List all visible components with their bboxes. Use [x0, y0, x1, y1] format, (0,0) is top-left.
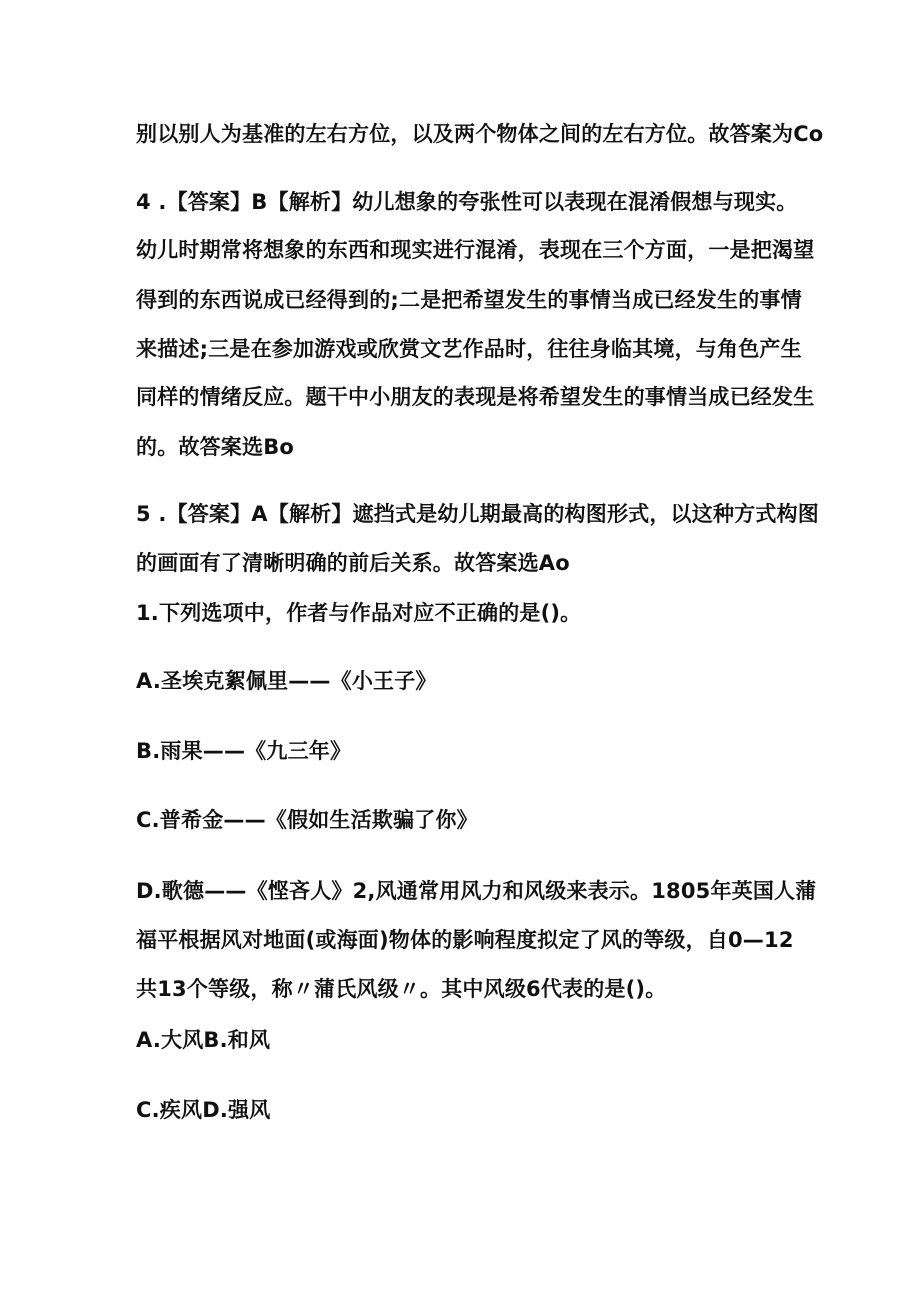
question-2-options-ab: A.大风B.和风	[136, 1028, 271, 1052]
answer-5-line-1: 5 .【答案】A【解析】遮挡式是幼儿期最高的构图形式，以这种方式构图	[136, 502, 819, 526]
answer-4-line-1: 4 .【答案】B【解析】幼儿想象的夸张性可以表现在混淆假想与现实。	[136, 190, 798, 214]
text-line-1: 别以别人为基准的左右方位，以及两个物体之间的左右方位。故答案为Co	[136, 122, 824, 146]
answer-4-line-6: 的。故答案选Bo	[136, 435, 295, 459]
question-1-option-c: C.普希金——《假如生活欺骗了你》	[136, 808, 478, 832]
question-1: 1.下列选项中，作者与作品对应不正确的是()。	[136, 601, 582, 625]
question-1-option-d-and-question-2: D.歌德——《悭吝人》2,风通常用风力和风级来表示。1805年英国人蒲	[136, 879, 817, 903]
question-1-option-a: A.圣埃克絮佩里——《小王子》	[136, 669, 437, 693]
answer-4-line-2: 幼儿时期常将想象的东西和现实进行混淆，表现在三个方面，一是把渴望	[136, 238, 815, 262]
answer-4-line-5: 同样的情绪反应。题干中小朋友的表现是将希望发生的事情当成已经发生	[136, 385, 815, 409]
question-2-line-2: 福平根据风对地面(或海面)物体的影响程度拟定了风的等级，自0—12	[136, 928, 794, 952]
answer-4-line-4: 来描述;三是在参加游戏或欣赏文艺作品时，往往身临其境，与角色产生	[136, 337, 802, 361]
question-2-line-3: 共13个等级，称〃蒲氏风级〃。其中风级6代表的是()。	[136, 977, 667, 1001]
question-2-options-cd: C.疾风D.强风	[136, 1098, 271, 1122]
question-1-option-b: B.雨果——《九三年》	[136, 739, 352, 763]
answer-4-line-3: 得到的东西说成已经得到的;二是把希望发生的事情当成已经发生的事情	[136, 288, 802, 312]
answer-5-line-2: 的画面有了清晰明确的前后关系。故答案选Ao	[136, 551, 570, 575]
